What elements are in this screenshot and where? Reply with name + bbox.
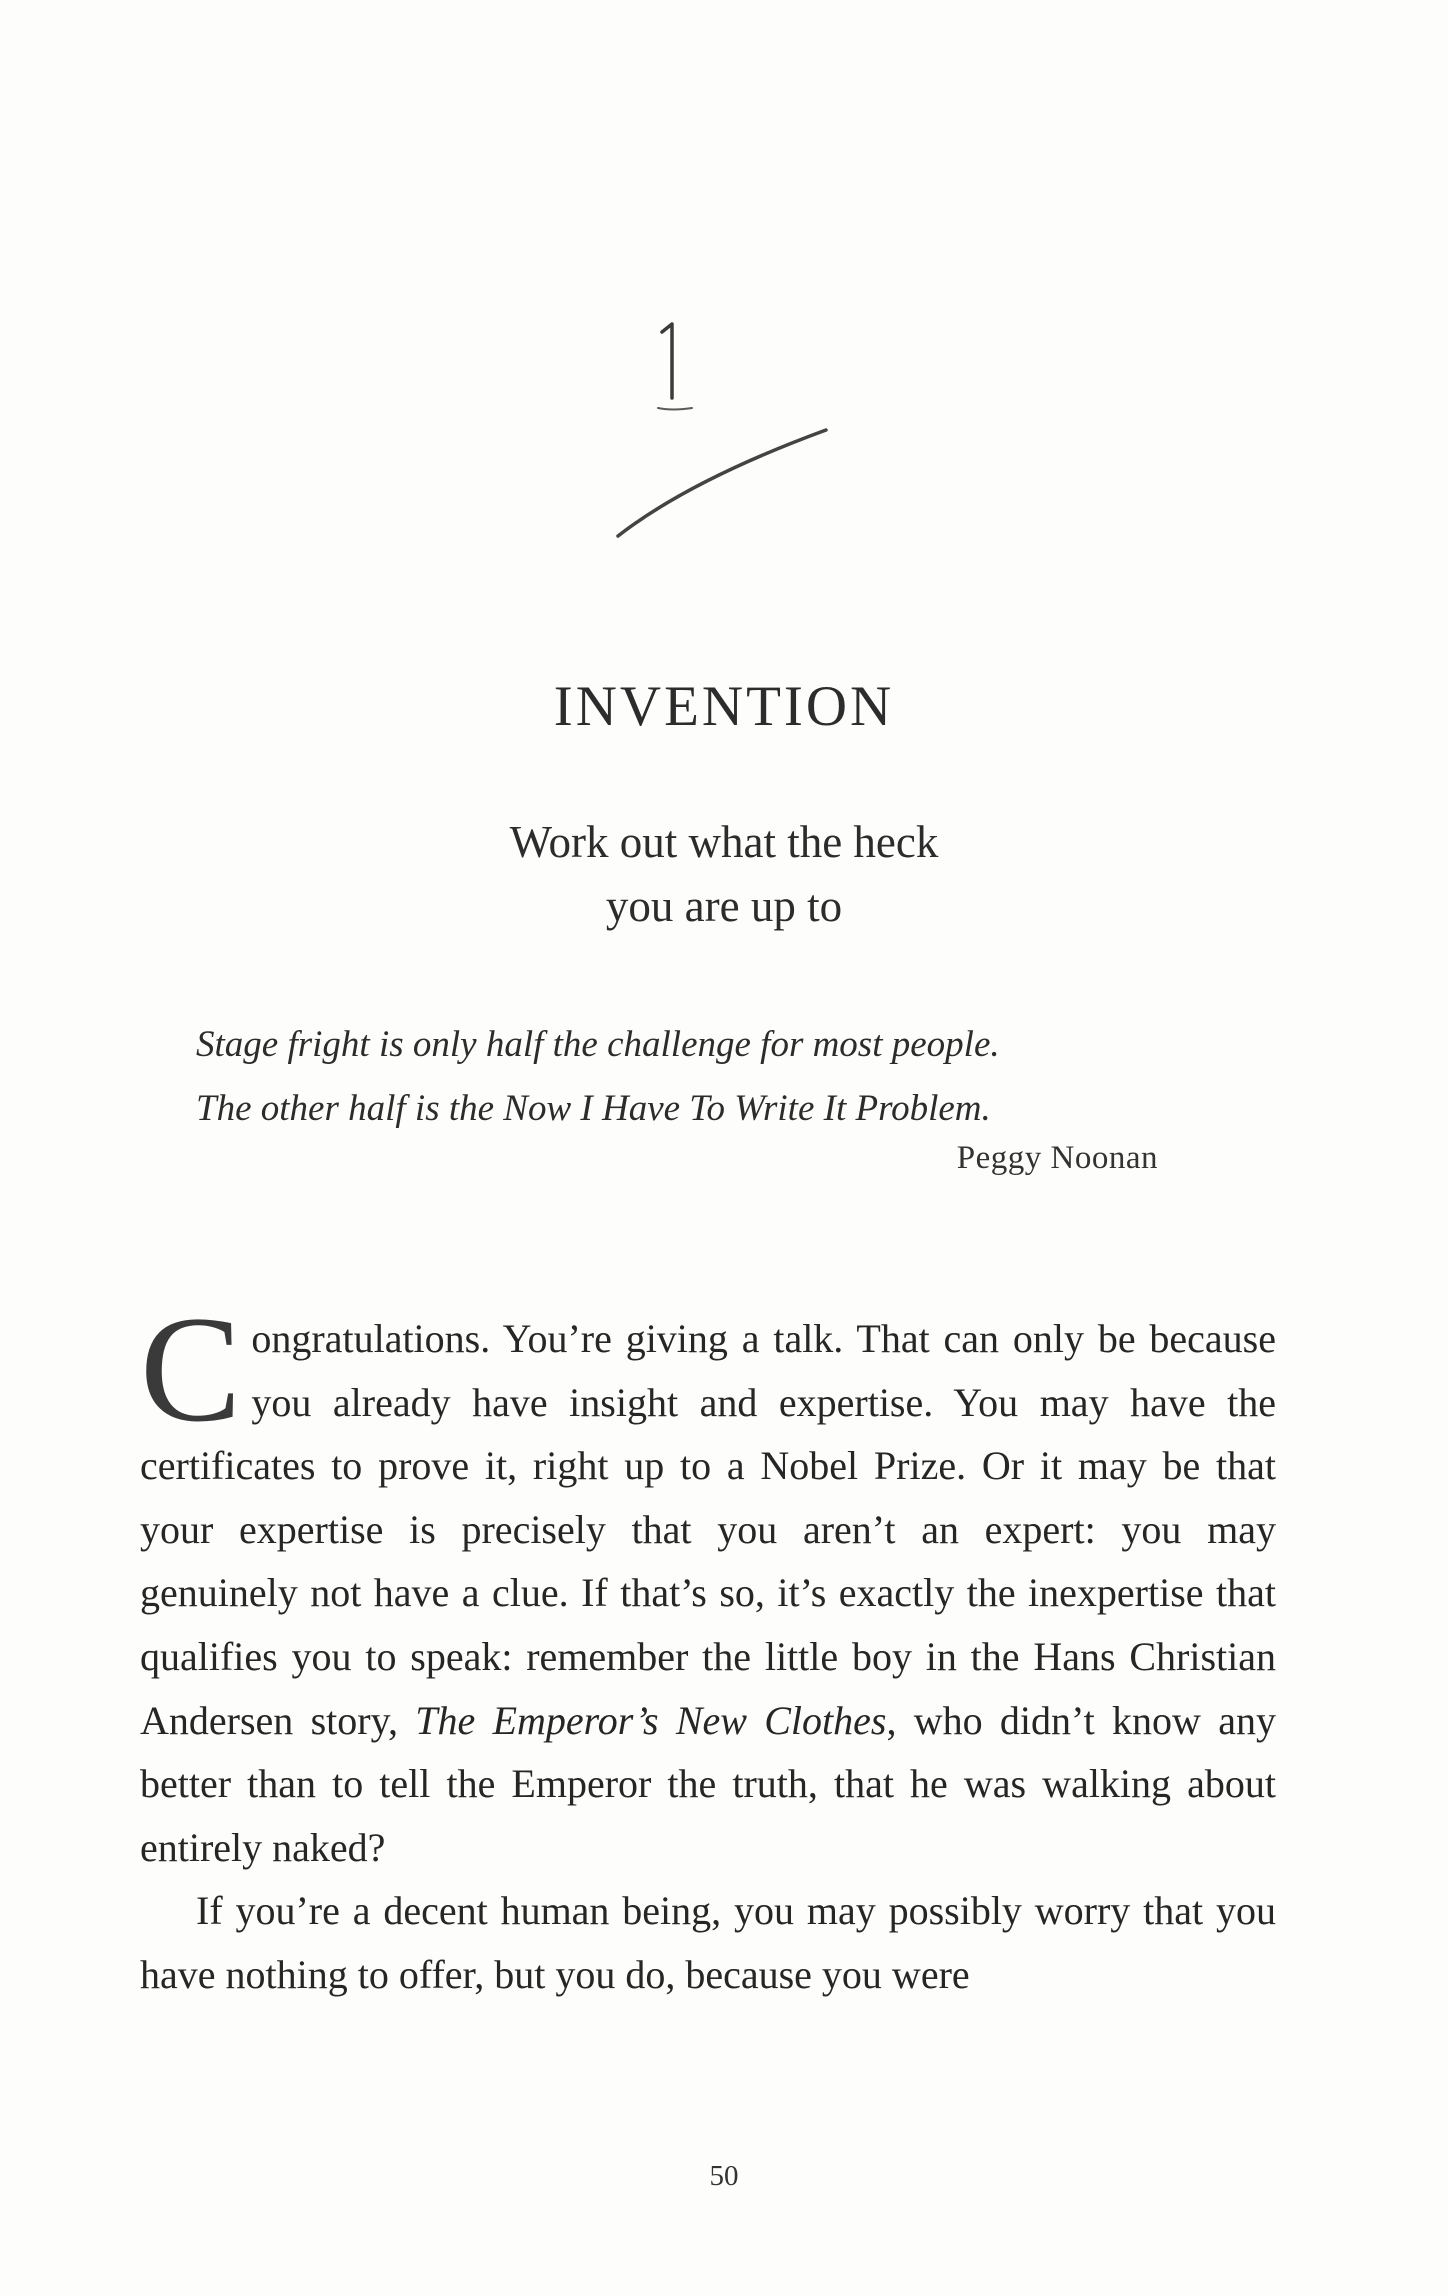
- drop-cap: C: [140, 1285, 242, 1453]
- handwritten-chapter-number: [600, 310, 840, 560]
- subtitle-line-2: you are up to: [605, 881, 843, 931]
- epigraph-line-1: Stage fright is only half the challenge for most people.: [196, 1024, 1000, 1065]
- epigraph: [196, 1013, 1176, 1141]
- chapter-subtitle: [0, 810, 1448, 938]
- paragraph: If you’re a decent human being, you may possibly worry that you have nothing to offer, but you do, because you were: [140, 1888, 1276, 1997]
- epigraph-line-2: The other half is the Now I Have To Write It Problem.: [196, 1088, 991, 1129]
- subtitle-line-1: Work out what the heck: [509, 817, 939, 867]
- epigraph-author: Peggy Noonan: [956, 1140, 1158, 1176]
- body-text: [140, 1285, 1276, 2007]
- page-number: 50: [709, 2160, 739, 2192]
- paragraph-text: , who didn’t know any better than to tell the Emperor the truth, that he was walking about entirely naked?: [140, 1697, 1276, 1870]
- paragraph-text: ongratulations. You’re giving a talk. That can only be because you already have insight and expertise. You may have the certificates to prove it, right up to a Nobel Prize. Or it may be that your expertise is precisely that you aren’t an expert: you may genuinely not have a clue. If that’s so, it’s exactly the inexpertise that qualifies you to speak: remember the little boy in the Hans Christian Andersen story,: [140, 1316, 1276, 1743]
- chapter-title: INVENTION: [553, 675, 895, 738]
- paragraph: [140, 1285, 1276, 1879]
- italic-book-title: The Emperor’s New Clothes: [415, 1697, 887, 1743]
